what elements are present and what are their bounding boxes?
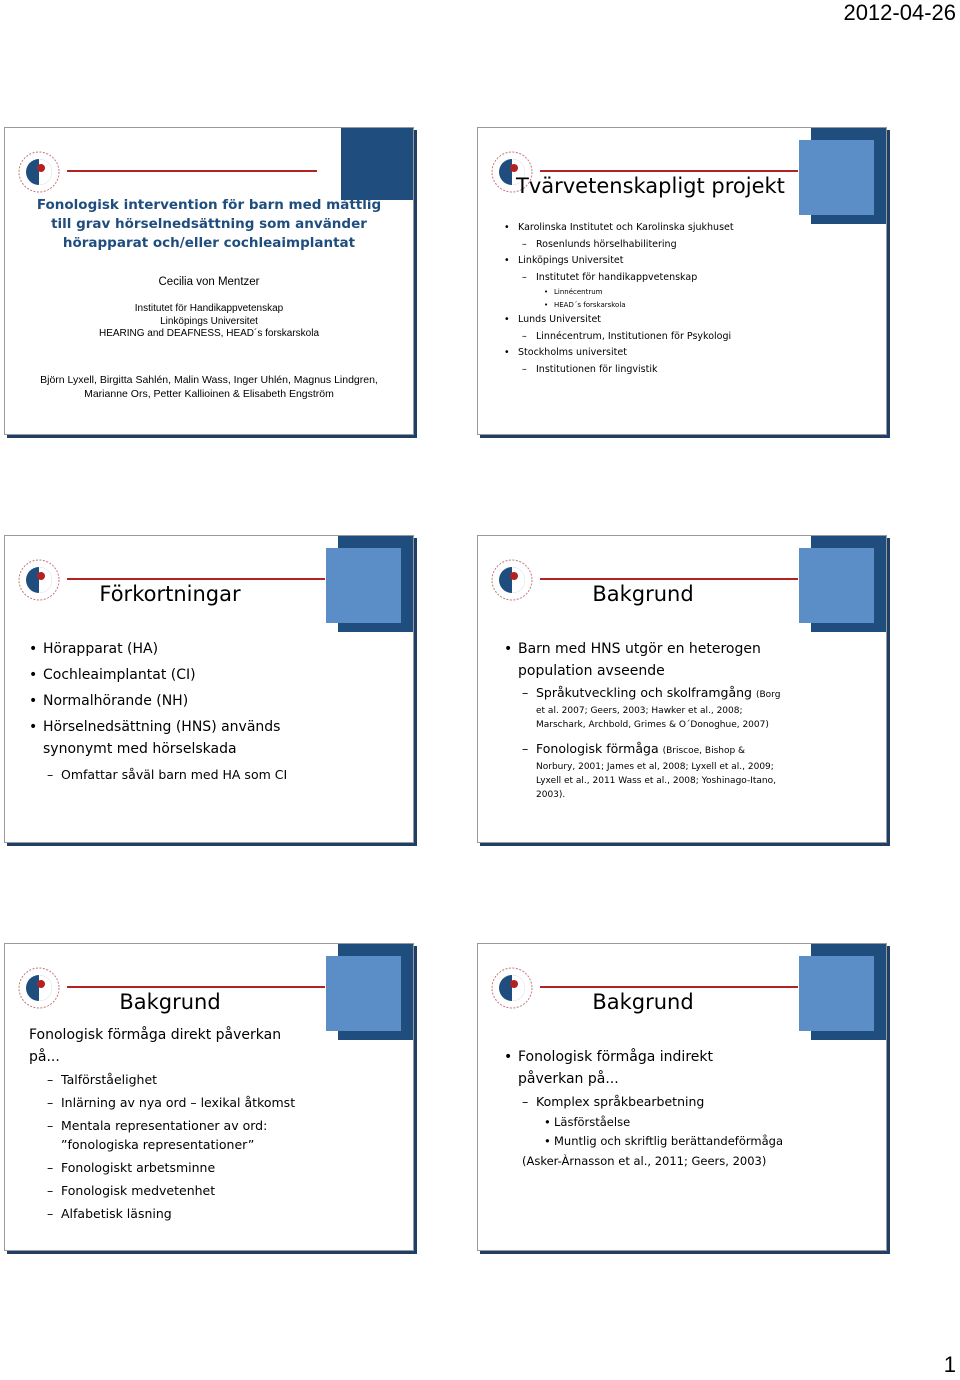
citation: Norbury, 2001; James et al, 2008; Lyxell et al., 2009; xyxy=(536,762,774,772)
citation: Lyxell et al., 2011 Wass et al., 2008; Yoshinago-Itano, xyxy=(536,776,776,786)
list-item: • Lunds Universitet xyxy=(518,312,734,329)
citation: (Asker-Àrnasson et al., 2011; Geers, 2003) xyxy=(522,1154,767,1168)
title-rule xyxy=(540,170,798,172)
list-item: – Mentala representationer av ord: xyxy=(61,1116,295,1135)
list-item: – Alfabetisk läsning xyxy=(61,1204,295,1223)
page-number: 1 xyxy=(943,1352,956,1377)
list-item: • Hörselnedsättning (HNS) används xyxy=(43,716,287,738)
list-item: • HEAD´s forskarskola xyxy=(554,299,734,312)
list-item: – Omfattar såväl barn med HA som CI xyxy=(61,764,287,786)
list-item: • Hörapparat (HA) xyxy=(43,638,287,660)
title-rule xyxy=(67,578,325,580)
citation: et al. 2007; Geers, 2003; Hawker et al., 2008; xyxy=(536,706,743,716)
list-item xyxy=(536,740,780,760)
title-rule xyxy=(67,170,317,172)
list-item: – Institutionen för lingvistik xyxy=(536,362,734,379)
corner-block-dark xyxy=(341,128,413,200)
slide-2 xyxy=(477,127,887,435)
slide-3 xyxy=(4,535,414,843)
slide-title: Fonologisk intervention för barn med måttlig till grav hörselnedsättning som använder hörapparat och/eller cochleaimplantat xyxy=(36,197,382,251)
corner-block-light xyxy=(799,140,874,215)
list-item-text: Fonologisk förmåga xyxy=(536,741,659,756)
slide-title: Förkortningar xyxy=(99,582,241,606)
university-seal-logo xyxy=(17,150,61,194)
list-item-continuation: ”fonologiska representationer” xyxy=(61,1137,255,1152)
slide-6 xyxy=(477,943,887,1251)
slide-title: Tvärvetenskapligt projekt xyxy=(516,174,785,198)
title-rule xyxy=(540,578,798,580)
intro-line-2: på... xyxy=(29,1049,60,1065)
affiliation-1: Institutet för Handikappvetenskap xyxy=(134,303,284,314)
citation: Marschark, Archbold, Grimes & O´Donoghue, 2007) xyxy=(536,720,769,730)
list-item-continuation: påverkan på... xyxy=(518,1071,619,1087)
list-item: – Fonologisk medvetenhet xyxy=(61,1181,295,1200)
citation: (Borg xyxy=(755,690,781,700)
author-name: Cecilia von Mentzer xyxy=(158,276,260,288)
citation: 2003). xyxy=(536,790,566,800)
intro-line-1: Fonologisk förmåga direkt påverkan xyxy=(29,1027,282,1043)
list-item: • Barn med HNS utgör en heterogen xyxy=(518,638,780,660)
coauthors-line-1: Björn Lyxell, Birgitta Sahlén, Malin Wass, Inger Uhlén, Magnus Lindgren, xyxy=(40,374,378,386)
title-rule xyxy=(540,986,798,988)
list-item: – Komplex språkbearbetning xyxy=(536,1092,783,1111)
corner-block-light xyxy=(799,548,874,623)
corner-block-light xyxy=(799,956,874,1031)
affiliation-2: Linköpings Universitet xyxy=(160,316,258,327)
list-item: • Muntlig och skriftlig berättandeförmåga xyxy=(554,1132,783,1151)
slide-1 xyxy=(4,127,414,435)
title-rule xyxy=(67,986,325,988)
list-item xyxy=(536,684,780,704)
list-item: • Normalhörande (NH) xyxy=(43,690,287,712)
slide-title: Bakgrund xyxy=(592,582,694,606)
list-item: – Talförståelighet xyxy=(61,1070,295,1089)
list-item: – Fonologiskt arbetsminne xyxy=(61,1158,295,1177)
slide-4 xyxy=(477,535,887,843)
slide-5 xyxy=(4,943,414,1251)
corner-block-light xyxy=(326,548,401,623)
list-item: • Cochleaimplantat (CI) xyxy=(43,664,287,686)
list-item-text: Språkutveckling och skolframgång xyxy=(536,685,752,700)
list-item: • Linköpings Universitet xyxy=(518,253,734,270)
header-date: 2012-04-26 xyxy=(843,0,956,25)
list-item: – Institutet för handikappvetenskap xyxy=(536,270,734,287)
list-item: • Läsförståelse xyxy=(554,1113,783,1132)
list-item: – Linnécentrum, Institutionen för Psykologi xyxy=(536,329,734,346)
list-item: • Karolinska Institutet och Karolinska sjukhuset xyxy=(518,220,734,237)
slide-title: Bakgrund xyxy=(119,990,221,1014)
list-item-continuation: synonymt med hörselskada xyxy=(43,741,237,757)
affiliation-3: HEARING and DEAFNESS, HEAD´s forskarskola xyxy=(98,328,320,339)
list-item: • Stockholms universitet xyxy=(518,345,734,362)
list-item: – Inlärning av nya ord – lexikal åtkomst xyxy=(61,1093,295,1112)
list-item: • Fonologisk förmåga indirekt xyxy=(518,1046,783,1068)
slide-title: Bakgrund xyxy=(592,990,694,1014)
list-item: – Rosenlunds hörselhabilitering xyxy=(536,237,734,254)
citation: (Briscoe, Bishop & xyxy=(662,746,746,756)
list-item-continuation: population avseende xyxy=(518,663,665,679)
corner-block-light xyxy=(326,956,401,1031)
coauthors-line-2: Marianne Ors, Petter Kallioinen & Elisabeth Engström xyxy=(84,388,334,400)
list-item: • Linnécentrum xyxy=(554,286,734,299)
